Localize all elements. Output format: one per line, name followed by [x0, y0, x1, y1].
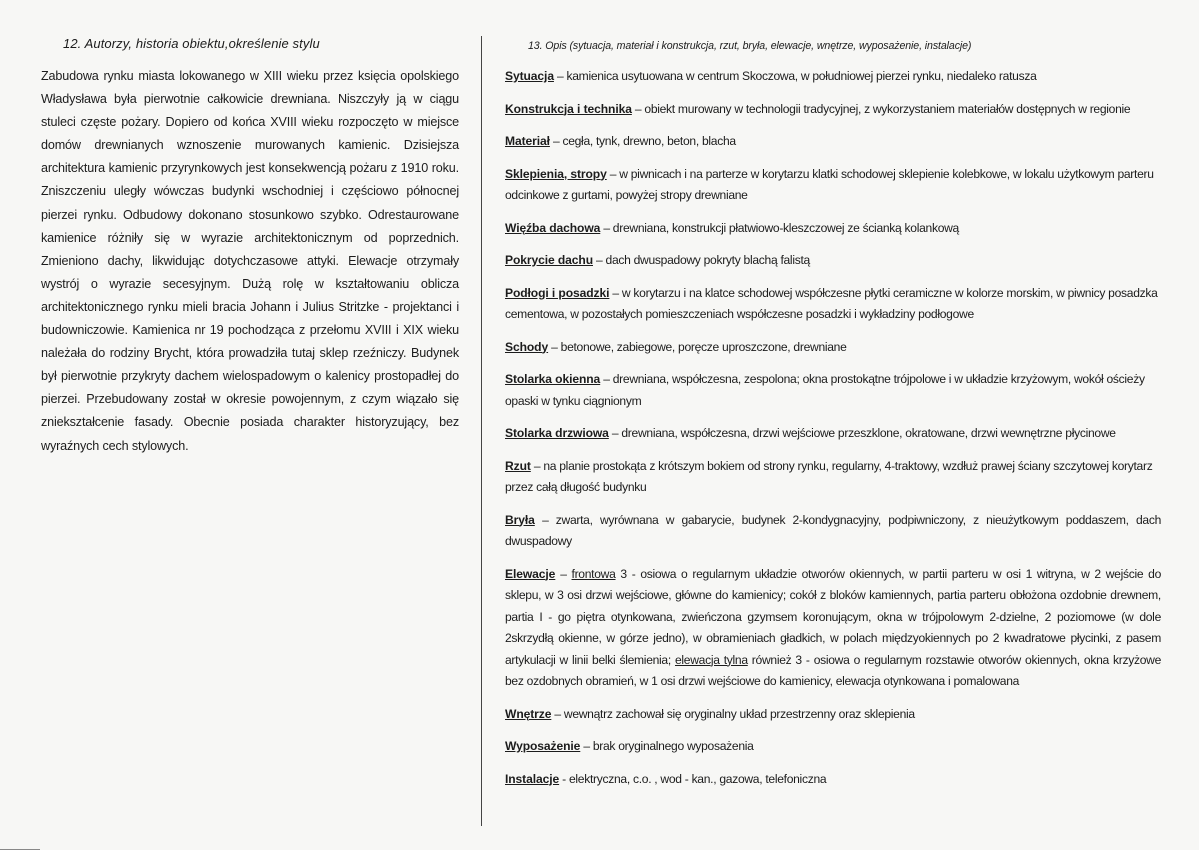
entry-text: – cegła, tynk, drewno, beton, blacha: [549, 134, 736, 148]
entry-text: – kamienica usytuowana w centrum Skoczowa, w południowej pierzei rynku, niedaleko ratusza: [553, 69, 1037, 83]
entry-label: Pokrycie dachu: [505, 253, 593, 267]
rear-elevation-label: elewacja tylna: [674, 652, 748, 667]
entry-label: Wnętrze: [505, 706, 552, 721]
entry-label: Konstrukcja i technika: [505, 101, 632, 116]
entry-text: – zwarta, wyrównana w gabarycie, budynek 2-kondygnacyjny, podpiwniczony, z nieużytkowym poddaszem, dach dwuspadowy: [505, 512, 1161, 548]
section-13-heading: 13. Opis (sytuacja, materiał i konstrukcja, rzut, bryła, elewacje, wnętrze, wyposażenie, instalacje): [528, 40, 972, 52]
entry-text: – drewniana, współczesna, zespolona; okna prostokątne trójpolowe i w układzie krzyżowym, wokół ościeży opaski w tynku ciągnionym: [505, 372, 1145, 408]
entry-text: – dach dwuspadowy pokryty blachą falistą: [593, 253, 810, 267]
entry-schody: [505, 337, 1161, 359]
entry-konstrukcja: [505, 99, 1161, 121]
entry-label: Materiał: [505, 134, 550, 148]
entry-podlogi: [505, 283, 1161, 326]
entry-label: Sytuacja: [505, 69, 554, 83]
description-section: [505, 40, 1161, 801]
entry-bryla: [505, 510, 1161, 553]
entry-label: Stolarka okienna: [505, 372, 601, 386]
history-text: Zabudowa rynku miasta lokowanego w XIII wieku przez księcia opolskiego Władysława była pierwotnie całkowicie drewniana. Niszczyły ją w ciągu stuleci częste pożary. Dopiero od końca XVIII wieku rozpoczęto w miejsce domów drewnianych wznoszenie murowanych kamienic. Dzisiejsza architektura kamienic przyrynkowych jest konsekwencją pożaru z 1910 roku. Zniszczeniu uległy wówczas budynki wschodniej i częściowo północnej pierzei rynku. Odbudowy dokonano stosunkowo szybko. Odrestaurowane kamienice różniły się w wyrazie architektonicznym od poprzednich. Zmieniono dachy, likwidując dotychczasowe attyki. Elewacje otrzymały wystrój o wyrazie secesyjnym. Dużą rolę w kształtowaniu oblicza architektonicznego rynku mieli bracia Johann i Julius Stritzke - projektanci i budowniczowie. Kamienica nr 19 pochodząca z przełomu XVIII i XIX wieku należała do rodziny Brycht, która prowadziła tutaj sklep rzeźniczy. Budynek był pierwotnie przykryty dachem wielospadowym o kalenicy prostopadłej do pierzei. Przebudowany został w okresie powojennym, z czym wiązało się zniekształcenie fasady. Obecnie posiada charakter historyzujący, bez wyraźnych cech stylowych.: [41, 69, 459, 453]
entry-label: Elewacje: [505, 566, 556, 581]
rear-elevation-text: również 3 - osiowa o regularnym rozstawie otworów okiennych, okna krzyżowe bez ozdobnych obramień, w 1 osi drzwi wejściowe do kamienicy, elewacja otynkowana i pomalowana: [505, 652, 1162, 688]
history-section: [41, 36, 459, 458]
entry-text: – wewnątrz zachował się oryginalny układ przestrzenny oraz sklepienia: [551, 706, 915, 721]
entry-stolarka-drzwiowa: [505, 423, 1161, 445]
entry-label: Stolarka drzwiowa: [505, 426, 609, 440]
entry-stolarka-okienna: [505, 369, 1161, 412]
entry-wnetrze: [505, 704, 1161, 726]
entry-rzut: [505, 456, 1161, 499]
entry-text: - elektryczna, c.o. , wod - kan., gazowa, telefoniczna: [559, 771, 827, 786]
front-elevation-label: frontowa: [571, 566, 616, 581]
entry-text: – betonowe, zabiegowe, poręcze uproszczone, drewniane: [548, 339, 847, 354]
entry-sytuacja: [505, 66, 1161, 88]
entry-text: – brak oryginalnego wyposażenia: [580, 739, 754, 753]
entry-wiezba: [505, 218, 1161, 240]
entry-elewacje: [505, 564, 1161, 693]
entry-label: Podłogi i posadzki: [505, 285, 610, 300]
entry-text: – na planie prostokąta z krótszym bokiem od strony rynku, regularny, 4-traktowy, wzdłuż prawej ściany szczytowej korytarz przez całą długość budynku: [505, 458, 1153, 494]
entry-text: – w piwnicach i na parterze w korytarzu klatki schodowej sklepienie kolebkowe, w lokalu użytkowym parteru odcinkowe z gurtami, powyżej stropy drewniane: [505, 166, 1154, 202]
entry-label: Instalacje: [505, 771, 560, 786]
entry-label: Więźba dachowa: [505, 220, 601, 235]
column-divider: [481, 36, 482, 826]
entry-label: Rzut: [505, 458, 531, 473]
entry-text: – w korytarzu i na klatce schodowej współczesne płytki ceramiczne w kolorze morskim, w piwnicy posadzka cementowa, w pozostałych pomieszczeniach współczesne posadzki i wykładziny podłogowe: [505, 285, 1158, 321]
entry-text: – drewniana, współczesna, drzwi wejściowe przeszklone, okratowane, drzwi wewnętrzne płycinowe: [608, 426, 1116, 440]
entry-label: Bryła: [505, 512, 535, 527]
entry-label: Wyposażenie: [505, 739, 581, 753]
entry-dash: –: [555, 566, 572, 581]
entry-pokrycie: [505, 250, 1161, 272]
entry-label: Sklepienia, stropy: [505, 166, 607, 181]
entry-instalacje: [505, 769, 1161, 791]
section-12-heading: 12. Autorzy, historia obiektu,określenie stylu: [63, 36, 320, 51]
entry-label: Schody: [505, 339, 549, 354]
entry-text: – drewniana, konstrukcji płatwiowo-kleszczowej ze ścianką kolankową: [600, 220, 959, 235]
entry-text: – obiekt murowany w technologii tradycyjnej, z wykorzystaniem materiałów dostępnych w regionie: [631, 101, 1131, 116]
entry-wyposazenie: [505, 736, 1161, 758]
front-elevation-text: 3 - osiowa o regularnym układzie otworów okiennych, w partii parteru w osi 1 witryna, w 2 wejście do sklepu, w 3 osi drzwi wejściowe, główne do kamienicy; cokół z bloków kamiennych, partia parteru obłożona ozdobnie drewnem, partia I - go piętra otynkowana, zwieńczona gzymsem koronującym, okna w trójpolowym 2-dzielne, 2 poziomowe (w dole 2skrzydłą okienne, w górze jedno), w obramieniach gładkich, w polach międzyokiennych po 2 kwadratowe płycinki, z pasem artykulacji w linii belki ślemienia;: [505, 566, 1162, 667]
entry-material: [505, 131, 1161, 153]
entry-sklepienia: [505, 164, 1161, 207]
